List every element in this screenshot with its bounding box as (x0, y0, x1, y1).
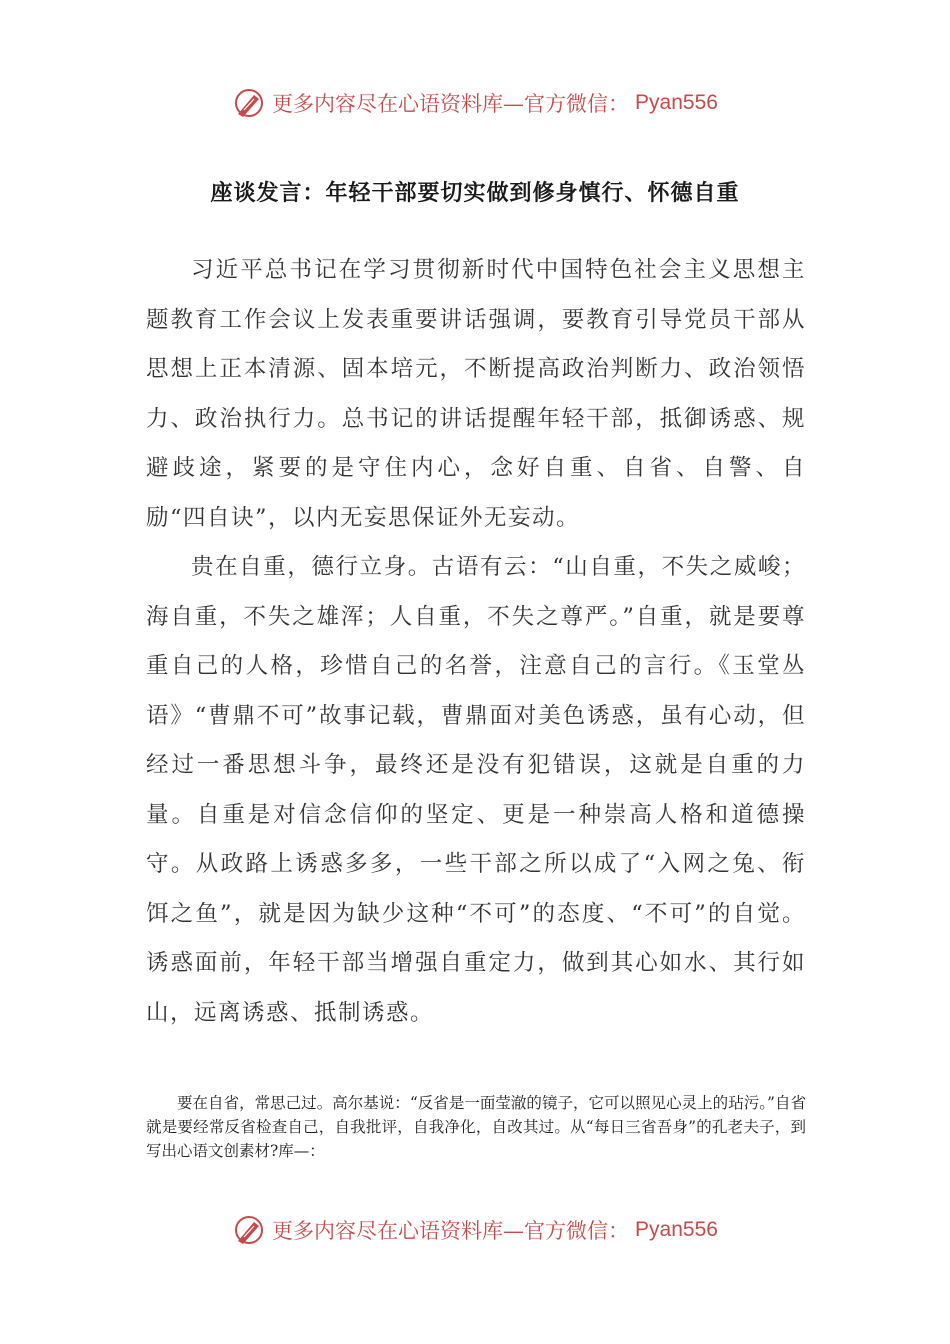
watermark-footer (0, 1213, 950, 1247)
watermark-text: 更多内容尽在心语资料库—官方微信： (272, 92, 630, 116)
paragraph: 贵在自重，德行立身。古语有云：“山自重，不失之威峻；海自重，不失之雄浑；人自重，不失之尊严。”自重，就是要尊重自己的人格，珍惜自己的名誉，注意自己的言行。《玉堂丛语》“曹鼎不可”故事记载，曹鼎面对美色诱惑，虽有心动，但经过一番思想斗争，最终还是没有犯错误，这就是自重的力量。自重是对信念信仰的坚定、更是一种崇高人格和道德操守。从政路上诱惑多多，一些干部之所以成了“入网之兔、衔饵之鱼”，就是因为缺少这种“不可”的态度、“不可”的自觉。诱惑面前，年轻干部当增强自重定力，做到其心如水、其行如山，远离诱惑、抵制诱惑。 (146, 554, 806, 1026)
paragraph: 习近平总书记在学习贯彻新时代中国特色社会主义思想主题教育工作会议上发表重要讲话强调，要教育引导党员干部从思想上正本清源、固本培元，不断提高政治判断力、政治领悟力、政治执行力。总书记的讲话提醒年轻干部，抵御诱惑、规避歧途，紧要的是守住内心，念好自重、自省、自警、自励“四自诀”，以内无妄思保证外无妄动。 (146, 257, 806, 531)
watermark-wechat-id: Pyan556 (635, 91, 718, 114)
document-small-paragraph (146, 1091, 806, 1163)
pen-nib-icon (232, 1213, 266, 1247)
pen-nib-icon (232, 86, 266, 120)
watermark-text: 更多内容尽在心语资料库—官方微信： (272, 1219, 630, 1243)
paragraph: 要在自省，常思己过。高尔基说：“反省是一面莹澈的镜子，它可以照见心灵上的玷污。”自省就是要经常反省检查自己，自我批评，自我净化，自改其过。从“每日三省吾身”的孔老夫子，到写出心语文创素材?库—： (146, 1094, 806, 1160)
watermark-wechat-id: Pyan556 (635, 1218, 718, 1241)
document-body (146, 246, 806, 1038)
watermark-header (0, 86, 950, 120)
document-title: 座谈发言：年轻干部要切实做到修身慎行、怀德自重 (210, 181, 740, 206)
